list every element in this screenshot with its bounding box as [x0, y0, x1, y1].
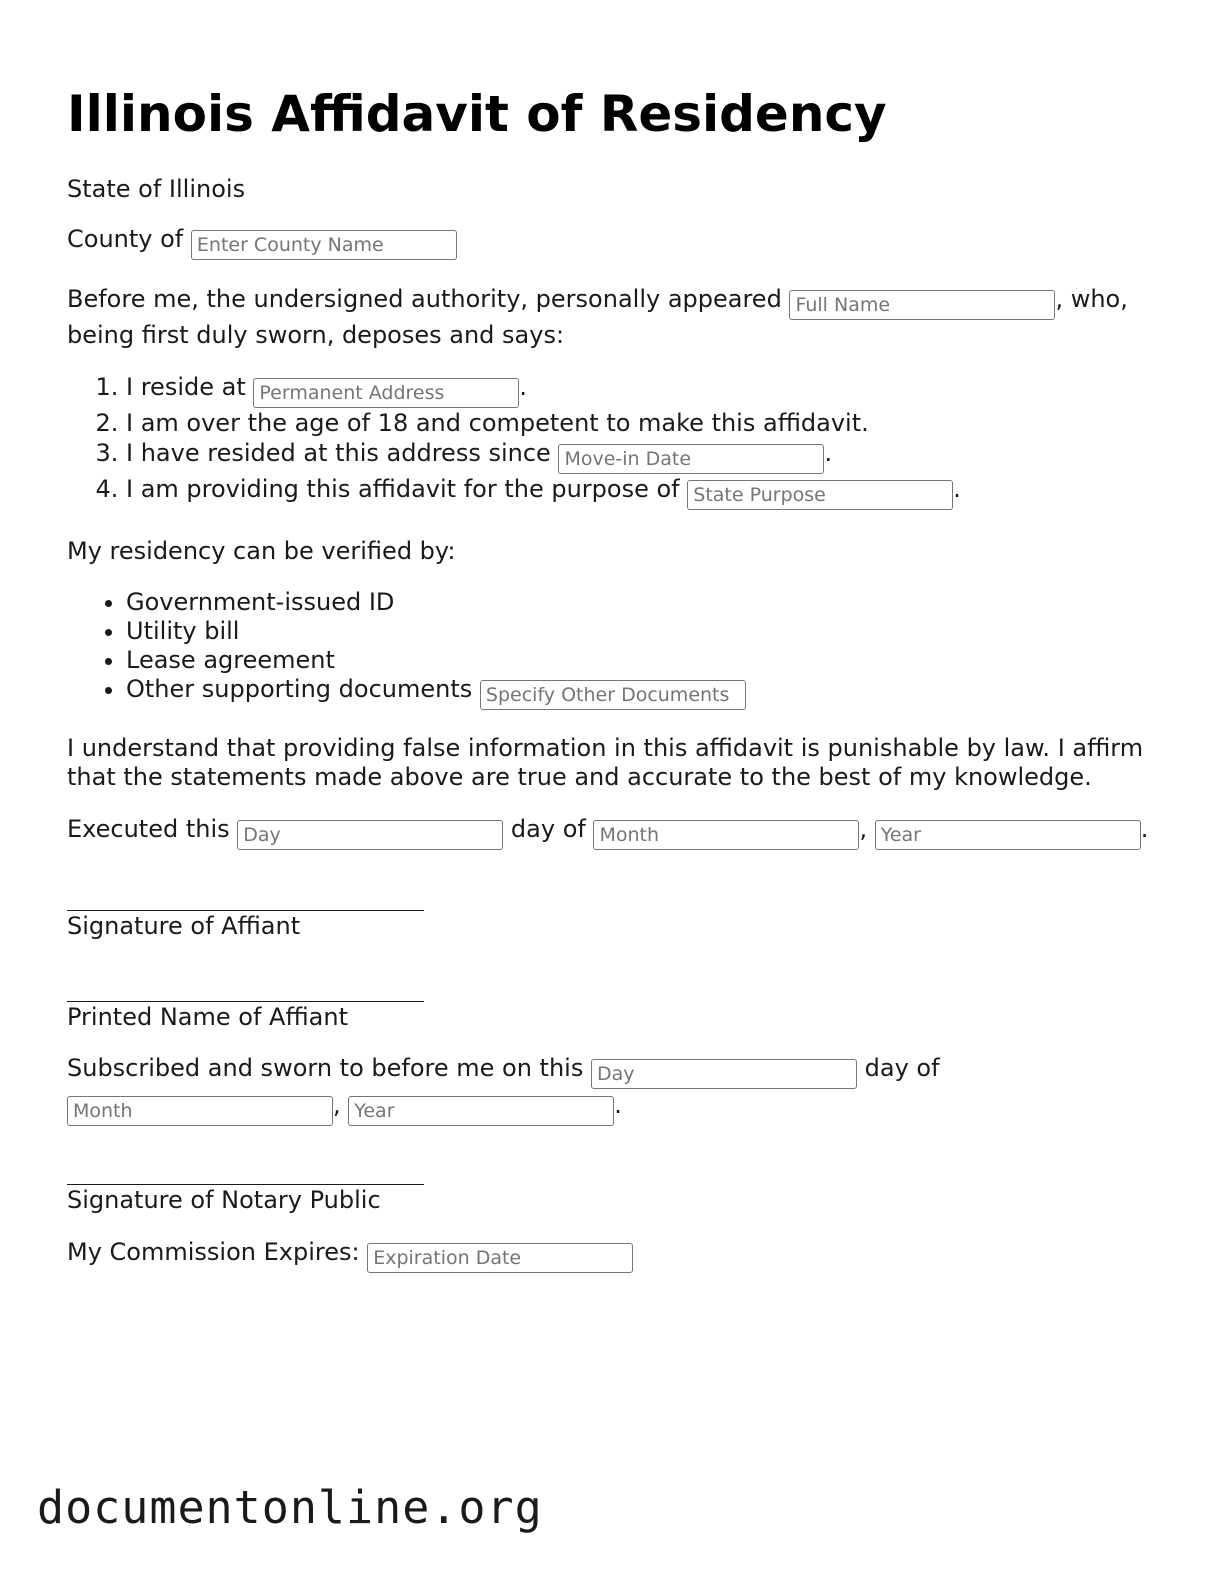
- printed-name-block: [67, 971, 1177, 1032]
- subscribed-month-input[interactable]: [67, 1096, 333, 1126]
- statement-suffix: .: [953, 475, 961, 503]
- statement-list: [67, 372, 1177, 510]
- affidavit-form: [67, 0, 1177, 1273]
- executed-label: Executed this: [67, 815, 230, 843]
- statement-item: [126, 474, 1177, 510]
- verification-text: Other supporting documents: [126, 675, 473, 703]
- county-line: [67, 224, 1177, 260]
- notary-signature-block: [67, 1154, 1177, 1215]
- commission-line: [67, 1237, 1177, 1273]
- statement-item: [126, 438, 1177, 474]
- verification-item: • Utility bill: [126, 617, 1177, 646]
- executed-period: .: [1140, 815, 1149, 843]
- verification-list: [67, 588, 1177, 710]
- county-input[interactable]: [191, 230, 457, 260]
- intro-before-text: Before me, the undersigned authority, personally appeared: [67, 285, 782, 313]
- executed-line: [67, 814, 1177, 850]
- statement-suffix: .: [824, 439, 833, 467]
- verification-item: [126, 675, 1177, 710]
- executed-month-input[interactable]: [593, 820, 859, 850]
- subscribed-comma: ,: [333, 1091, 341, 1119]
- statement-item: [126, 372, 1177, 408]
- other-documents-input[interactable]: [480, 680, 746, 710]
- affiant-signature-block: [67, 880, 1177, 941]
- printed-name-line: [67, 971, 424, 1002]
- purpose-input[interactable]: [687, 480, 953, 510]
- notary-signature-line: [67, 1154, 424, 1185]
- subscribed-label: Subscribed and sworn to before me on this: [67, 1054, 584, 1082]
- statement-text: I am over the age of 18 and competent to make this affidavit.: [126, 409, 869, 437]
- statement-text: I reside at: [126, 373, 246, 401]
- affiant-signature-line: [67, 880, 424, 911]
- statement-item: [126, 408, 1177, 438]
- understanding-paragraph: I understand that providing false information in this affidavit is punishable by law. I affirm that the statements made above are true and accurate to the best of my knowledge.: [67, 734, 1144, 791]
- subscribed-day-input[interactable]: [591, 1059, 857, 1089]
- statement-text: I am providing this affidavit for the purpose of: [126, 475, 680, 503]
- affiant-signature-label: Signature of Affiant: [67, 912, 301, 940]
- move-in-date-input[interactable]: [558, 444, 824, 474]
- printed-name-label: Printed Name of Affiant: [67, 1003, 348, 1031]
- statement-text: I have resided at this address since: [126, 439, 551, 467]
- full-name-input[interactable]: [789, 290, 1055, 320]
- executed-year-input[interactable]: [875, 820, 1141, 850]
- subscribed-line: [67, 1052, 1177, 1126]
- subscribed-period: .: [614, 1091, 622, 1119]
- subscribed-day-of: day of: [864, 1054, 940, 1082]
- verification-item: • Lease agreement: [126, 646, 1177, 675]
- subscribed-year-input[interactable]: [348, 1096, 614, 1126]
- statement-suffix: .: [519, 373, 528, 401]
- permanent-address-input[interactable]: [253, 378, 519, 408]
- verified-intro: My residency can be verified by:: [67, 537, 456, 565]
- executed-comma: ,: [859, 815, 868, 843]
- expiration-date-input[interactable]: [367, 1243, 633, 1273]
- watermark: documentonline.org: [37, 1481, 543, 1534]
- intro-after-text: , who, being first duly sworn, deposes and says:: [67, 285, 1128, 349]
- commission-label: My Commission Expires:: [67, 1238, 360, 1266]
- verification-item: • Government-issued ID: [126, 588, 1177, 617]
- county-label: County of: [67, 225, 184, 253]
- executed-day-of: day of: [510, 815, 586, 843]
- page-title: Illinois Affidavit of Residency: [67, 85, 887, 143]
- intro-paragraph: [67, 284, 1177, 350]
- executed-day-input[interactable]: [237, 820, 503, 850]
- state-line: State of Illinois: [67, 175, 246, 203]
- notary-signature-label: Signature of Notary Public: [67, 1186, 381, 1214]
